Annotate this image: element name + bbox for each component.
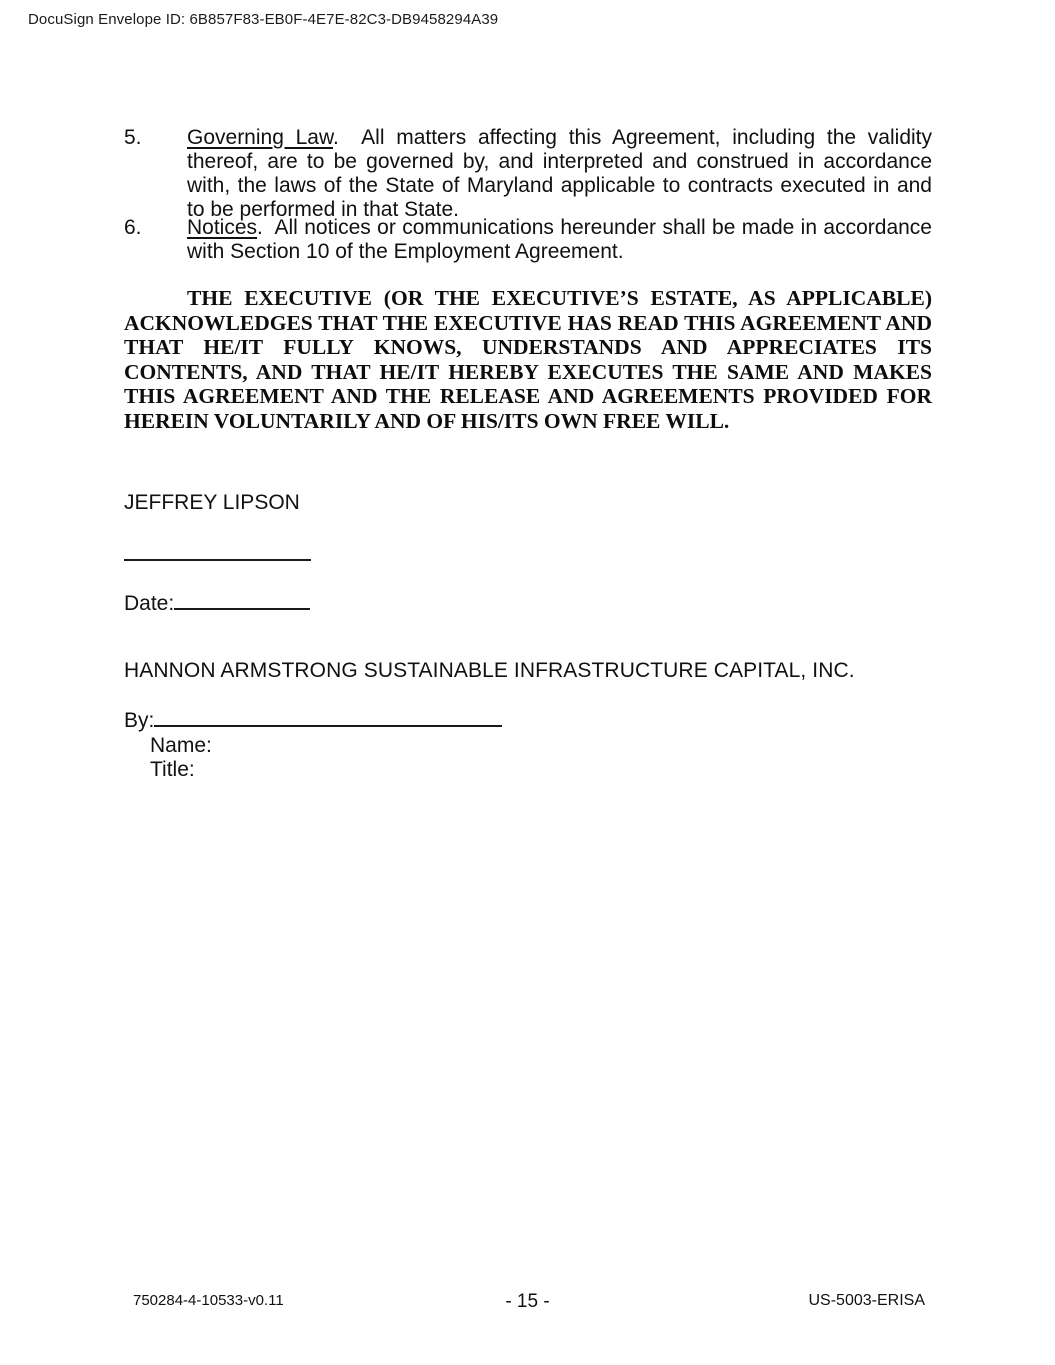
- date-label: Date:: [124, 592, 175, 615]
- section-heading: Notices: [187, 216, 258, 239]
- date-row: [124, 590, 310, 616]
- footer-doc-code: US-5003-ERISA: [808, 1292, 925, 1309]
- section-notices: [124, 216, 932, 264]
- title-label: Title:: [150, 758, 195, 781]
- date-fill-line[interactable]: [174, 590, 310, 610]
- footer-doc-number: 750284-4-10533-v0.11: [133, 1292, 284, 1309]
- section-body: [187, 126, 932, 222]
- section-number: 6.: [124, 216, 142, 239]
- section-number: 5.: [124, 126, 142, 149]
- docusign-envelope-id: DocuSign Envelope ID: 6B857F83-EB0F-4E7E-82C3-DB9458294A39: [28, 11, 499, 28]
- section-text: . All notices or communications hereunder shall be made in accordance with Section 10 of the Employment Agreement.: [187, 216, 932, 263]
- section-governing-law: [124, 126, 932, 222]
- executive-name: JEFFREY LIPSON: [124, 491, 300, 514]
- executive-signature-line[interactable]: [124, 559, 311, 561]
- by-label: By:: [124, 709, 155, 732]
- footer-page-number: - 15 -: [505, 1291, 550, 1312]
- acknowledgment-paragraph: THE EXECUTIVE (OR THE EXECUTIVE’S ESTATE, AS APPLICABLE) ACKNOWLEDGES THAT THE EXECUTIVE HAS READ THIS AGREEMENT AND THAT HE/IT FULLY KNOWS, UNDERSTANDS AND APPRECIATES ITS CONTENTS, AND THAT HE/IT HEREBY EXECUTES THE SAME AND MAKES THIS AGREEMENT AND THE RELEASE AND AGREEMENTS PROVIDED FOR HEREIN VOLUNTARILY AND OF HIS/ITS OWN FREE WILL.: [124, 286, 932, 433]
- section-text: . All matters affecting this Agreement, including the validity thereof, are to be governed by, and interpreted and construed in accordance with, the laws of the State of Maryland applicable to contracts executed in and to be performed in that State.: [187, 126, 932, 221]
- section-body: [187, 216, 932, 264]
- section-heading: Governing Law: [187, 126, 333, 149]
- name-label: Name:: [150, 734, 212, 757]
- by-row: [124, 707, 502, 733]
- company-name: HANNON ARMSTRONG SUSTAINABLE INFRASTRUCTURE CAPITAL, INC.: [124, 659, 855, 682]
- by-signature-line[interactable]: [154, 707, 502, 727]
